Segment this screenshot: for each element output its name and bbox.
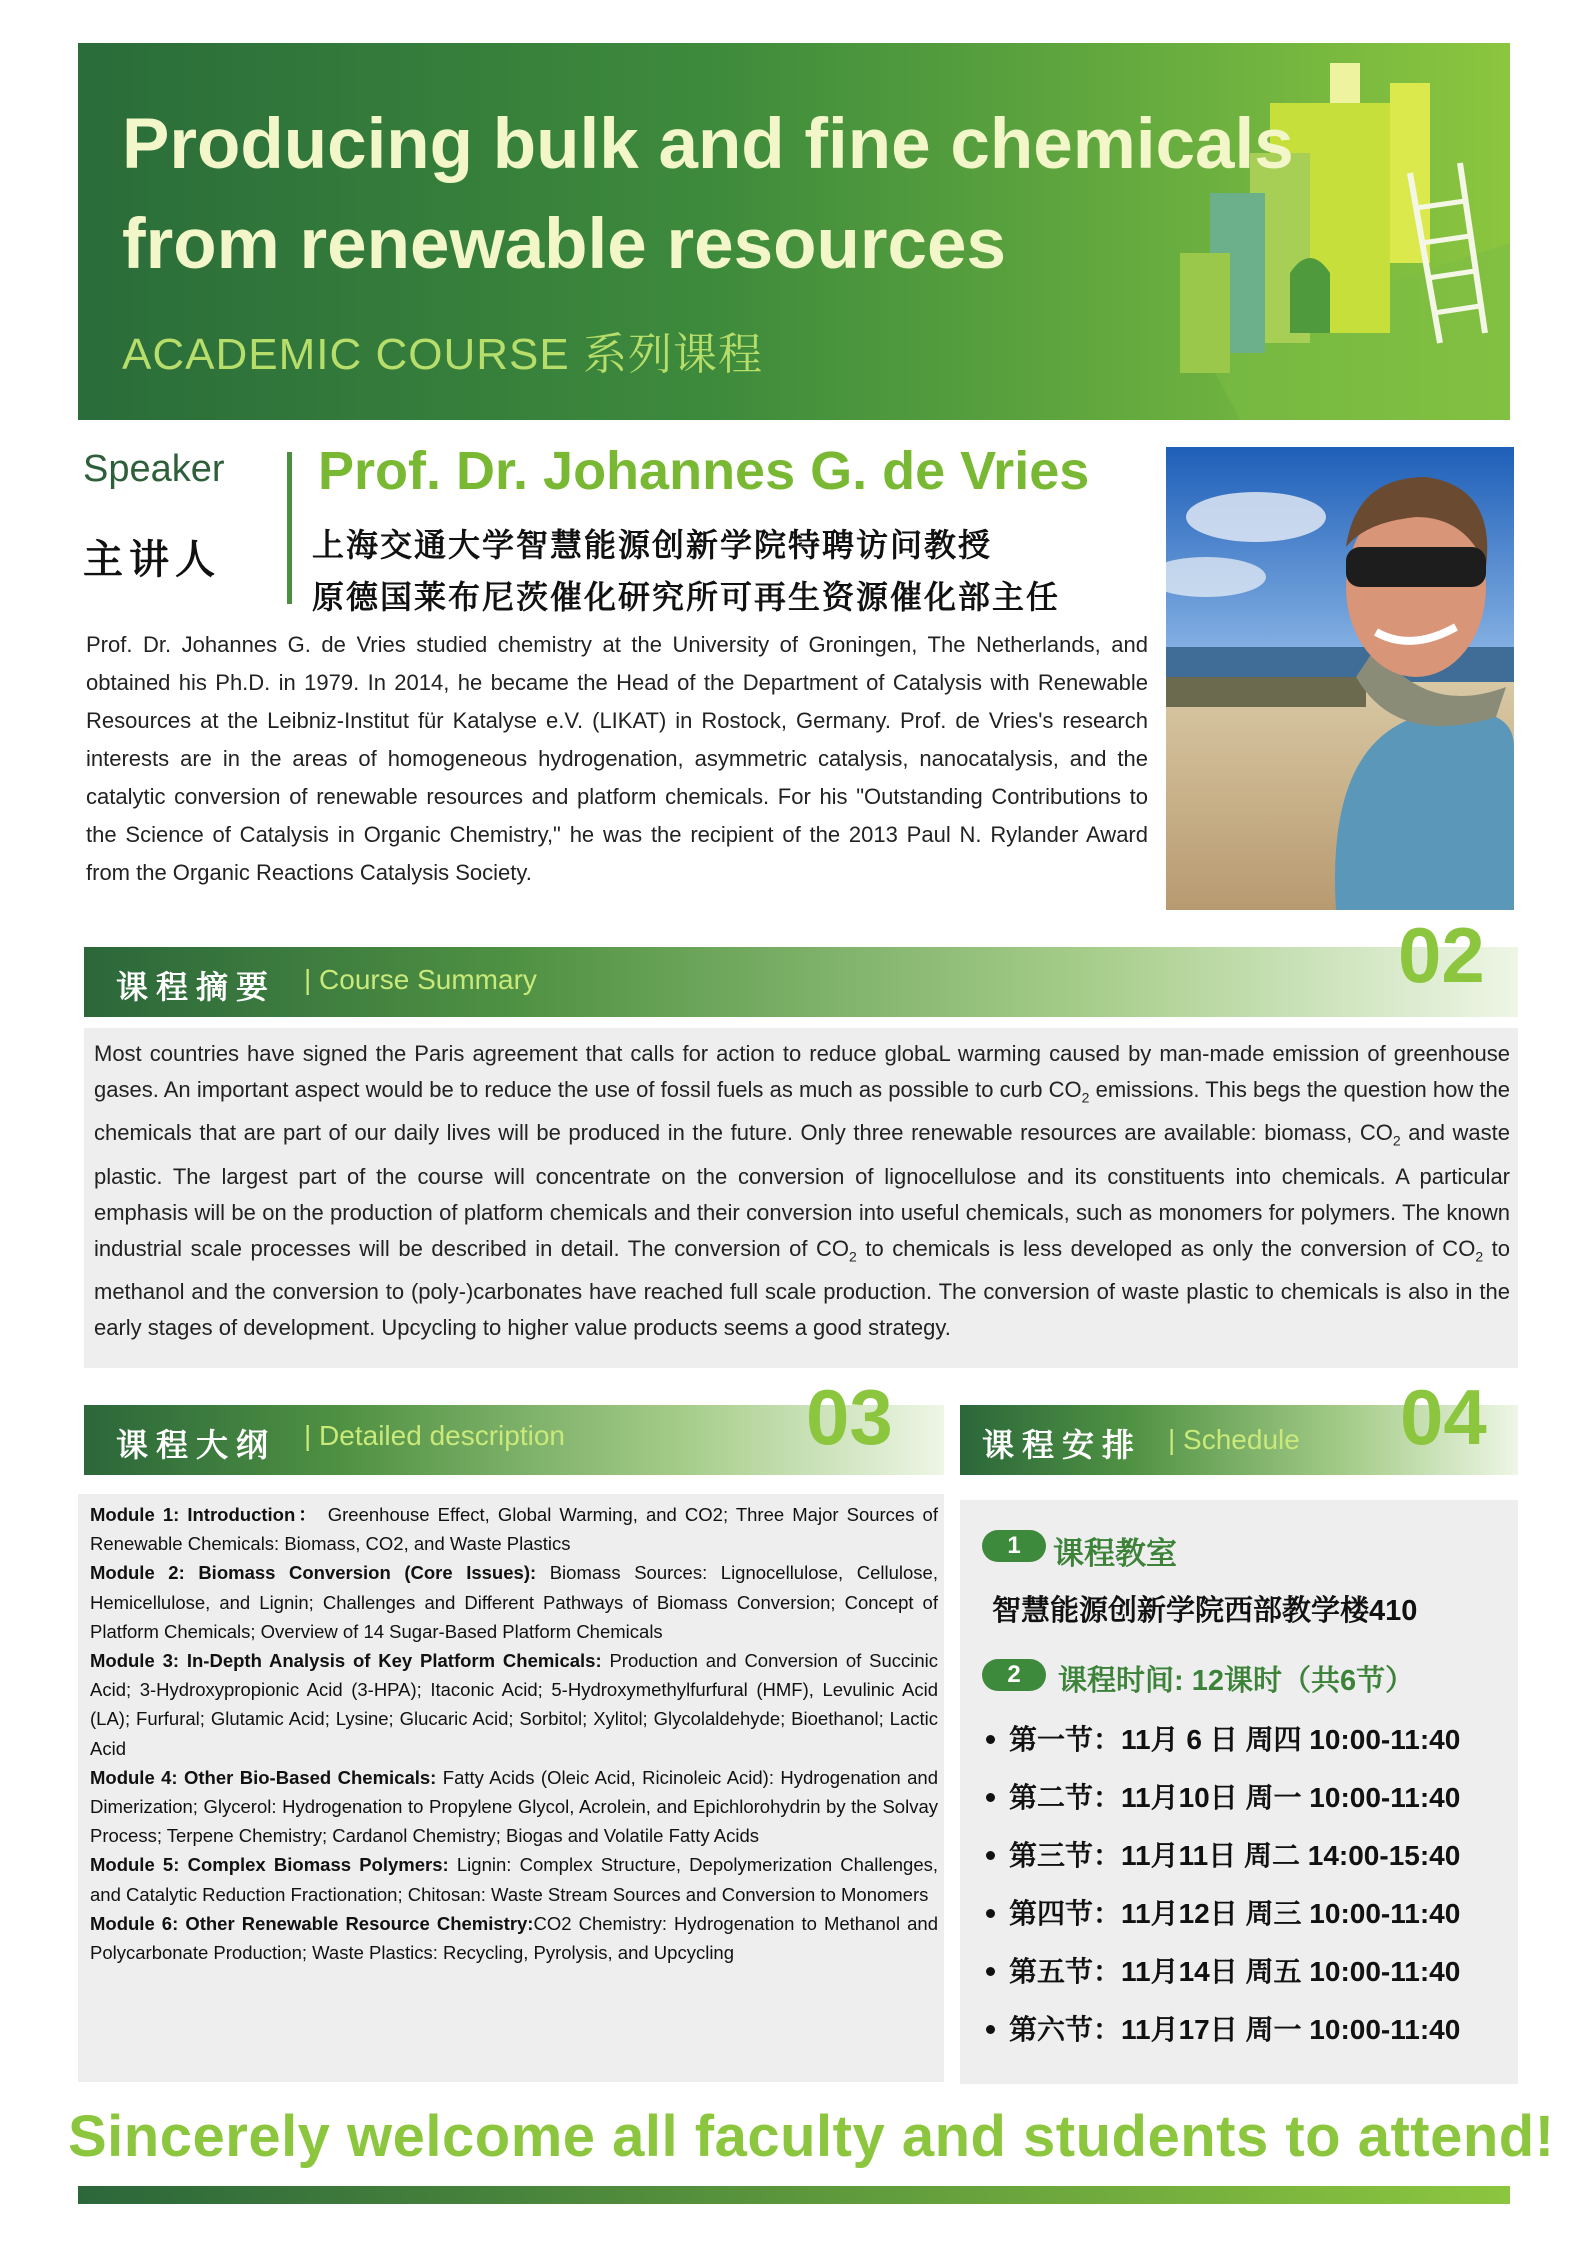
- speaker-photo: [1166, 447, 1514, 910]
- module-item: Module 1: Introduction： Greenhouse Effect, Global Warming, and CO2; Three Major Sources of Renewable Chemicals: Biomass, CO2, and Waste Plastics: [90, 1504, 938, 1555]
- speaker-bio: Prof. Dr. Johannes G. de Vries studied chemistry at the University of Groningen, The Netherlands, and obtained his Ph.D. in 1979. In 2014, he became the Head of the Department of Catalysis with Renewable Resources at the Leibniz-Institut für Katalyse e.V. (LIKAT) in Rostock, Germany. Prof. de Vries's research interests are in the areas of homogeneous hydrogenation, asymmetric catalysis, nanocatalysis, and the catalytic conversion of renewable resources and platform chemicals. For his "Outstanding Contributions to the Science of Catalysis in Organic Chemistry," he was the recipient of the 2013 Paul N. Rylander Award from the Organic Reactions Catalysis Society.: [86, 632, 1148, 885]
- summary-section-bar: [84, 947, 1518, 1017]
- description-heading-zh: 课程大纲: [116, 1427, 277, 1463]
- welcome-message: Sincerely welcome all faculty and students to attend!: [68, 2104, 1555, 2169]
- bullet-icon: [986, 1793, 995, 1802]
- session-item: 第一节：11月 6 日 周四 10:00-11:40: [980, 1715, 1500, 1773]
- session-item: 第四节：11月12日 周三 10:00-11:40: [980, 1889, 1500, 1947]
- schedule-heading-zh: 课程安排: [982, 1427, 1143, 1463]
- classroom-value: 智慧能源创新学院西部教学楼410: [992, 1595, 1418, 1627]
- session-list: [980, 1715, 1500, 2063]
- bullet-icon: [986, 1967, 995, 1976]
- speaker-label-en: Speaker: [83, 448, 225, 490]
- summary-heading-zh: 课程摘要: [116, 969, 277, 1005]
- session-item: 第二节：11月10日 周一 10:00-11:40: [980, 1773, 1500, 1831]
- module-item: Module 4: Other Bio-Based Chemicals: Fatty Acids (Oleic Acid, Ricinoleic Acid): Hydrogenation and Dimerization; Glycerol: Hydrogenation to Propylene Glycol, Acrolein, and Epichlorohydrin by the Solvay Process; Terpene Chemistry; Cardanol Chemistry; Biogas and Volatile Fatty Acids: [90, 1766, 938, 1847]
- section-number-04: 04: [1400, 1373, 1487, 1461]
- schedule-item-number-1: 1: [982, 1530, 1046, 1562]
- speaker-divider: [287, 452, 292, 604]
- course-subtitle: ACADEMIC COURSE 系列课程: [122, 330, 763, 379]
- module-list: [90, 1500, 938, 1967]
- bullet-icon: [986, 1851, 995, 1860]
- section-number-02: 02: [1398, 911, 1485, 999]
- speaker-label-zh: 主讲人: [83, 538, 221, 582]
- classroom-heading: 课程教室: [1053, 1536, 1177, 1571]
- footer-bar: [78, 2186, 1510, 2204]
- schedule-item-number-2: 2: [982, 1659, 1046, 1691]
- bullet-icon: [986, 2025, 995, 2034]
- bullet-icon: [986, 1909, 995, 1918]
- module-item: Module 6: Other Renewable Resource Chemistry:CO2 Chemistry: Hydrogenation to Methanol and Polycarbonate Production; Waste Plastics: Recycling, Pyrolysis, and Upcycling: [90, 1912, 938, 1964]
- section-number-03: 03: [806, 1373, 893, 1461]
- module-item: Module 5: Complex Biomass Polymers: Lignin: Complex Structure, Depolymerization Challenges, and Catalytic Reduction Fractionation; Chitosan: Waste Stream Sources and Conversion to Monomers: [90, 1854, 939, 1905]
- module-item: Module 2: Biomass Conversion (Core Issues): Biomass Sources: Lignocellulose, Cellulose, Hemicellulose, and Lignin; Challenges and Different Pathways of Biomass Conversion; Concept of Platform Chemicals; Overview of 14 Sugar-Based Platform Chemicals: [90, 1562, 938, 1642]
- summary-heading-en: | Course Summary: [304, 964, 537, 995]
- description-heading-en: | Detailed description: [304, 1420, 565, 1451]
- schedule-heading-en: | Schedule: [1168, 1424, 1300, 1455]
- course-title: Producing bulk and fine chemicals from renewable resources: [122, 105, 1294, 284]
- session-item: 第五节：11月14日 周五 10:00-11:40: [980, 1947, 1500, 2005]
- module-item: Module 3: In-Depth Analysis of Key Platform Chemicals: Production and Conversion of Succinic Acid; 3-Hydroxypropionic Acid (3-HPA); Itaconic Acid; 5-Hydroxymethylfurfural (HMF), Levulinic Acid (LA); Furfural; Glutamic Acid; Lysine; Glucaric Acid; Sorbitol; Xylitol; Glycolaldehyde; Bioethanol; Lactic Acid: [90, 1650, 939, 1759]
- course-time-heading: 课程时间: 12课时（共6节）: [1058, 1665, 1415, 1697]
- session-item: 第六节：11月17日 周一 10:00-11:40: [980, 2005, 1500, 2063]
- bullet-icon: [986, 1735, 995, 1744]
- speaker-title-1: 上海交通大学智慧能源创新学院特聘访问教授: [312, 527, 993, 563]
- summary-text: Most countries have signed the Paris agreement that calls for action to reduce globaL warming caused by man-made emission of greenhouse gases. An important aspect would be to reduce the use of fossil fuels as much as possible to curb $CO_2$ emissions. This begs the question how the chemicals that are part of our daily lives will be produced in the future. Only three renewable resources are available: biomass, $CO_2$ and waste plastic. The largest part of the course will concentrate on the conversion of lignocellulose and its constituents into chemicals. A particular emphasis will be on the production of platform chemicals and their conversion into useful chemicals, such as monomers for polymers. The known industrial scale processes will be described in detail. The conversion of $CO_2$ to chemicals is less developed as only the conversion of $CO_2$ to methanol and the conversion to (poly-)carbonates have reached full scale production. The conversion of waste plastic to chemicals is also in the early stages of development. Upcycling to higher value products seems a good strategy.: [94, 1041, 1510, 1341]
- session-item: 第三节：11月11日 周二 14:00-15:40: [980, 1831, 1500, 1889]
- speaker-name: Prof. Dr. Johannes G. de Vries: [318, 441, 1090, 501]
- speaker-title-2: 原德国莱布尼茨催化研究所可再生资源催化部主任: [312, 579, 1061, 615]
